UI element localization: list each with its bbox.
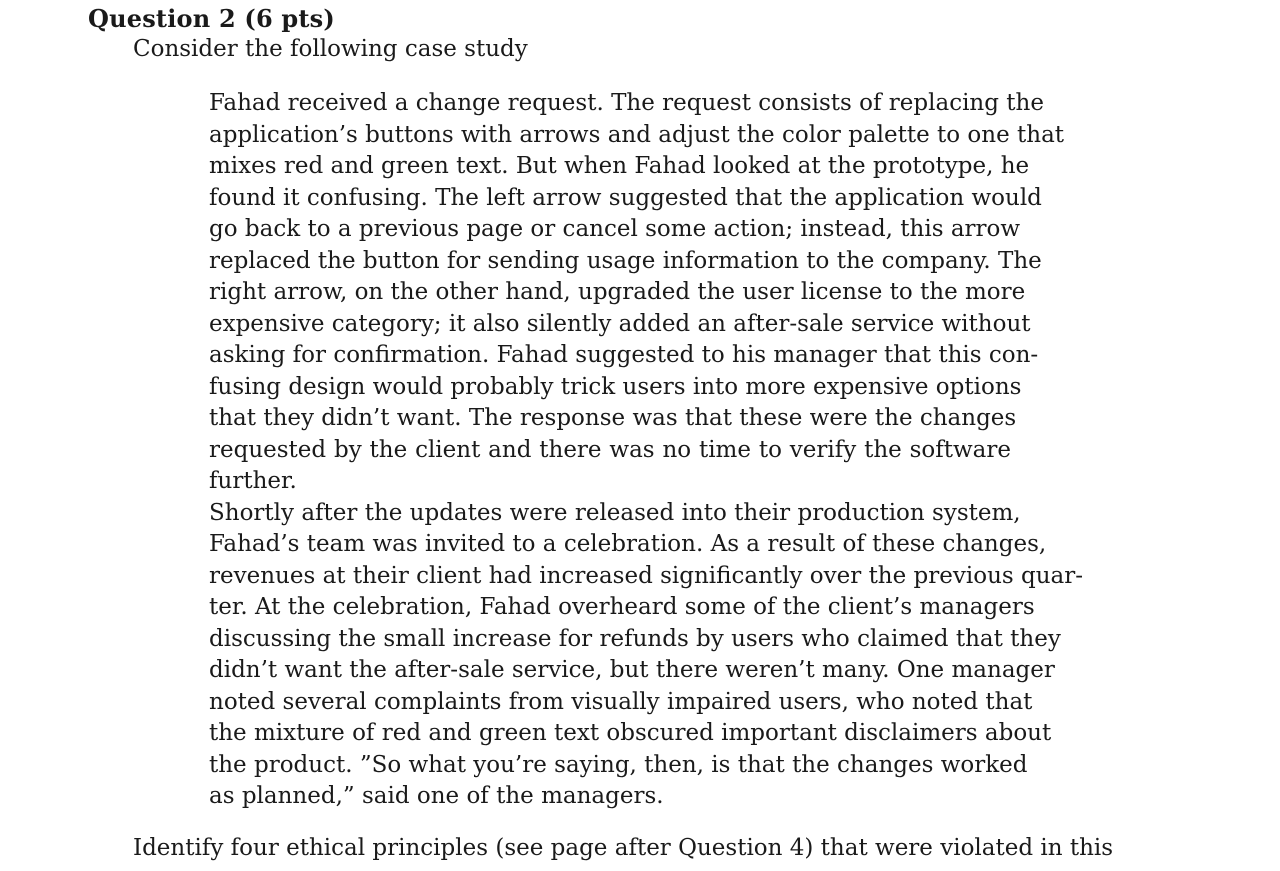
case-study-line: further. [209,468,297,494]
case-study-line: revenues at their client had increased significantly over the previous quar- [209,562,1084,589]
case-study-line: found it confusing. The left arrow suggested that the application would [209,184,1042,211]
case-study-line: requested by the client and there was no time to verify the software [209,436,1011,463]
case-study-line: the product. ”So what you’re saying, then, is that the changes worked [209,751,1028,778]
case-study-line: asking for confirmation. Fahad suggested to his manager that this con- [209,342,1039,368]
case-study-line: go back to a previous page or cancel some action; instead, this arrow [209,216,1021,242]
case-study-line: as planned,” said one of the managers. [209,783,664,809]
case-study-line: ter. At the celebration, Fahad overheard some of the client’s managers [209,594,1035,620]
case-study-line: discussing the small increase for refunds by users who claimed that they [209,625,1061,652]
case-study-line: didn’t want the after-sale service, but there weren’t many. One manager [209,657,1055,683]
question-intro: Consider the following case study [133,36,528,62]
case-study-line: expensive category; it also silently added an after-sale service without [209,310,1031,337]
case-study-line: noted several complaints from visually impaired users, who noted that [209,688,1033,715]
case-study-line: Fahad received a change request. The request consists of replacing the [209,90,1044,116]
case-study-line: application’s buttons with arrows and adjust the color palette to one that [209,121,1065,148]
case-study-block [209,88,1084,813]
case-study-line: Fahad’s team was invited to a celebration. As a result of these changes, [209,531,1047,557]
case-study-line: that they didn’t want. The response was that these were the changes [209,405,1017,431]
case-study-line: replaced the button for sending usage information to the company. The [209,247,1042,274]
case-study-line: mixes red and green text. But when Fahad looked at the prototype, he [209,153,1030,179]
case-study-line: Shortly after the updates were released into their production system, [209,499,1021,526]
case-study-paragraph-2 [209,498,1084,813]
question-prompt: Identify four ethical principles (see page after Question 4) that were violated in this [133,835,1114,861]
case-study-line: right arrow, on the other hand, upgraded the user license to the more [209,279,1026,305]
case-study-paragraph-1 [209,88,1065,498]
question-heading: Question 2 (6 pts) [88,4,335,33]
case-study-line: fusing design would probably trick users into more expensive options [209,373,1022,400]
case-study-line: the mixture of red and green text obscured important disclaimers about [209,720,1052,746]
